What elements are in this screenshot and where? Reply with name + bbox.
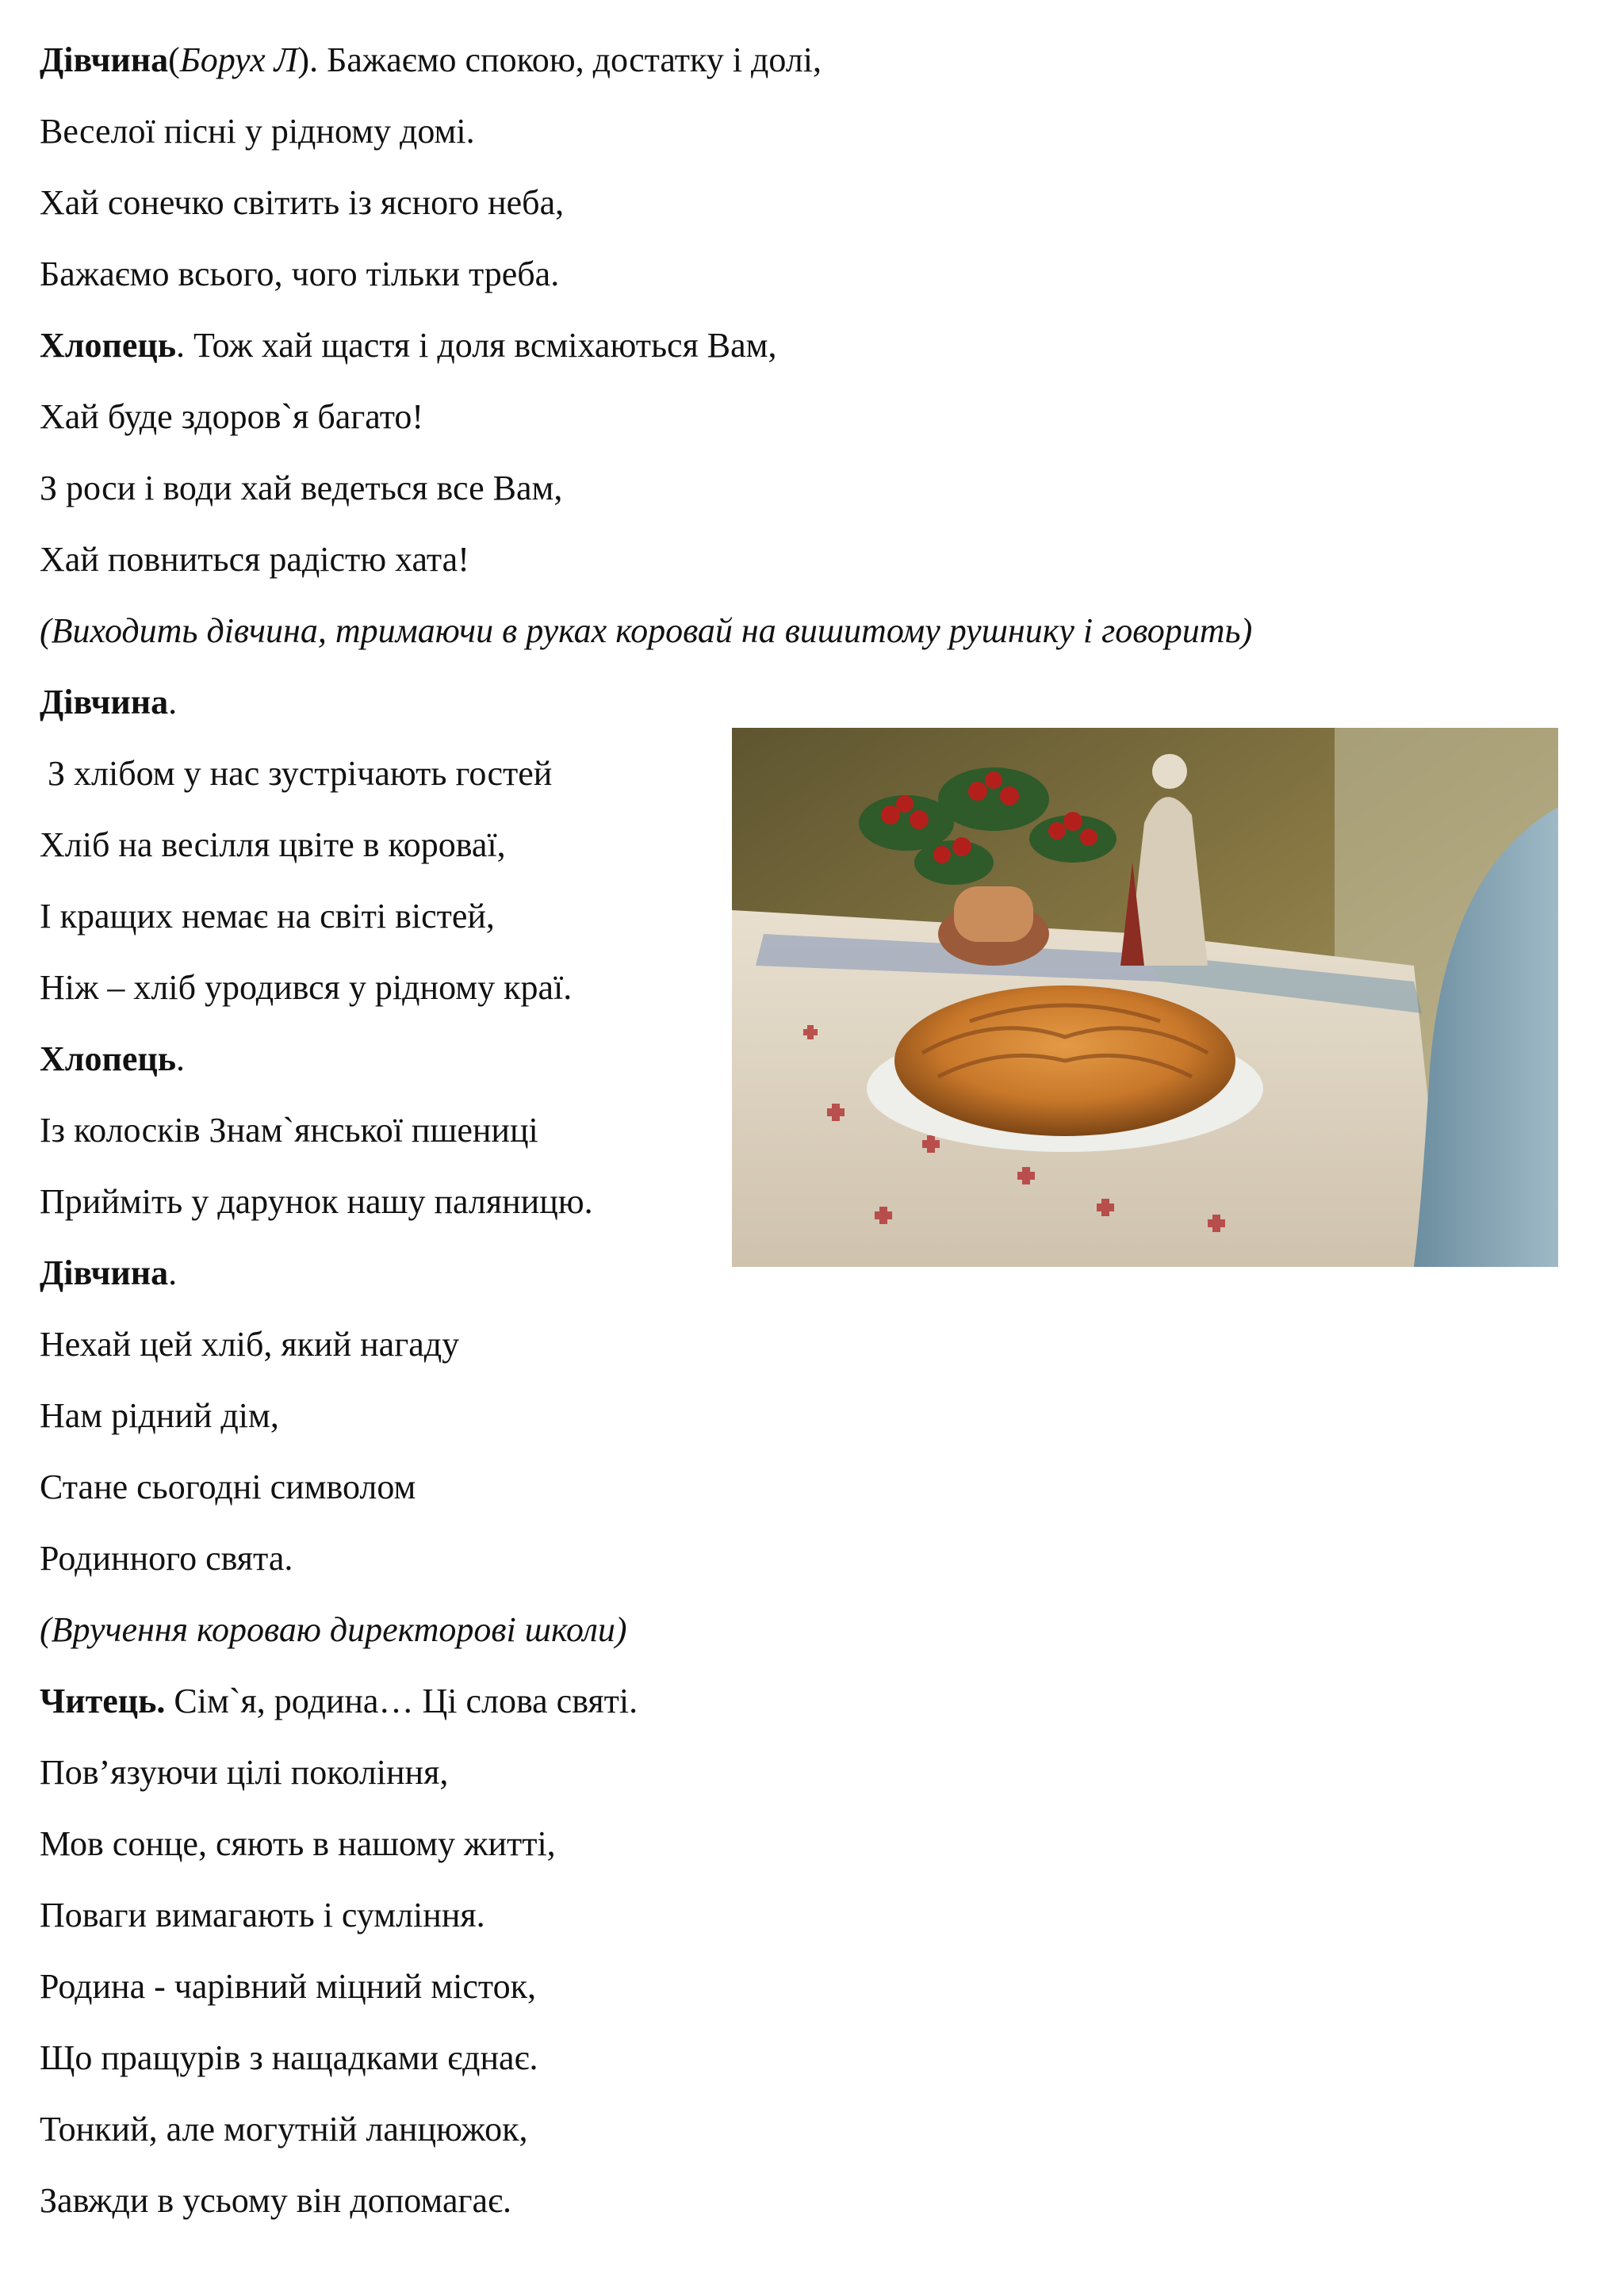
text-line: Поваги вимагають і сумління. xyxy=(40,1896,485,1934)
text-line: Родина - чарівний міцний місток, xyxy=(40,1967,536,2006)
speaker-aside: Борух Л xyxy=(179,40,298,79)
speaker-label: Хлопець xyxy=(40,1039,176,1078)
stage-direction: (Виходить дівчина, тримаючи в руках коровай на вишитому рушнику і говорить) xyxy=(40,611,1253,650)
text-line: Тонкий, але могутній ланцюжок, xyxy=(40,2110,528,2149)
speaker-label: Дівчина xyxy=(40,1253,169,1292)
text-line: Прийміть у дарунок нашу паляницю. xyxy=(40,1182,593,1221)
text-line xyxy=(40,1678,638,1725)
speaker-label: Дівчина xyxy=(40,683,169,721)
line-text: . Бажаємо спокою, достатку і долі, xyxy=(309,40,822,79)
line-text: Сім`я, родина… Ці слова святі. xyxy=(165,1682,638,1720)
text-line: Веселої пісні у рідному домі. xyxy=(40,112,475,151)
text-line: Пов’язуючи цілі покоління, xyxy=(40,1753,449,1792)
text-line: Завжди в усьому він допомагає. xyxy=(40,2181,511,2220)
text-line: Хай буде здоров`я багато! xyxy=(40,397,423,436)
stage-direction: (Вручення короваю директорові школи) xyxy=(40,1610,627,1649)
text-line: Ніж – хліб уродився у рідному краї. xyxy=(40,968,573,1007)
korovai-photo xyxy=(732,728,1558,1267)
text-line: Хай повниться радістю хата! xyxy=(40,540,469,579)
text-line: І кращих немає на світі вістей, xyxy=(40,897,495,936)
text-line: Стане сьогодні символом xyxy=(40,1468,416,1506)
text-line: Родинного свята. xyxy=(40,1539,293,1578)
text-line xyxy=(40,1249,177,1297)
text-line: З хлібом у нас зустрічають гостей xyxy=(48,754,553,793)
line-text: . Тож хай щастя і доля всміхаються Вам, xyxy=(175,326,777,365)
text-line: Мов сонце, сяють в нашому житті, xyxy=(40,1824,556,1863)
text-line: Із колосків Знам`янської пшениці xyxy=(40,1111,538,1150)
text-line: Нехай цей хліб, який нагаду xyxy=(40,1325,460,1364)
text-line: Бажаємо всього, чого тільки треба. xyxy=(40,254,560,293)
text-line xyxy=(40,679,177,726)
text-line xyxy=(40,322,777,369)
text-line: Хай сонечко світить із ясного неба, xyxy=(40,183,565,222)
line-text: . xyxy=(168,1253,178,1292)
text-line: Дівчина(Борух Л). Бажаємо спокою, достатку і долі, xyxy=(40,40,822,79)
text-line: Що пращурів з нащадками єднає. xyxy=(40,2038,538,2077)
line-text: . xyxy=(168,683,178,721)
text-line: Нам рідний дім, xyxy=(40,1396,279,1435)
speaker-label: Хлопець xyxy=(40,326,176,365)
text-line xyxy=(40,1035,185,1083)
speaker-label: Читець. xyxy=(40,1682,166,1720)
speaker-label: Дівчина xyxy=(40,40,169,79)
text-line: З роси і води хай ведеться все Вам, xyxy=(40,469,563,507)
line-text: . xyxy=(175,1039,185,1078)
text-line: Хліб на весілля цвіте в короваї, xyxy=(40,825,506,864)
